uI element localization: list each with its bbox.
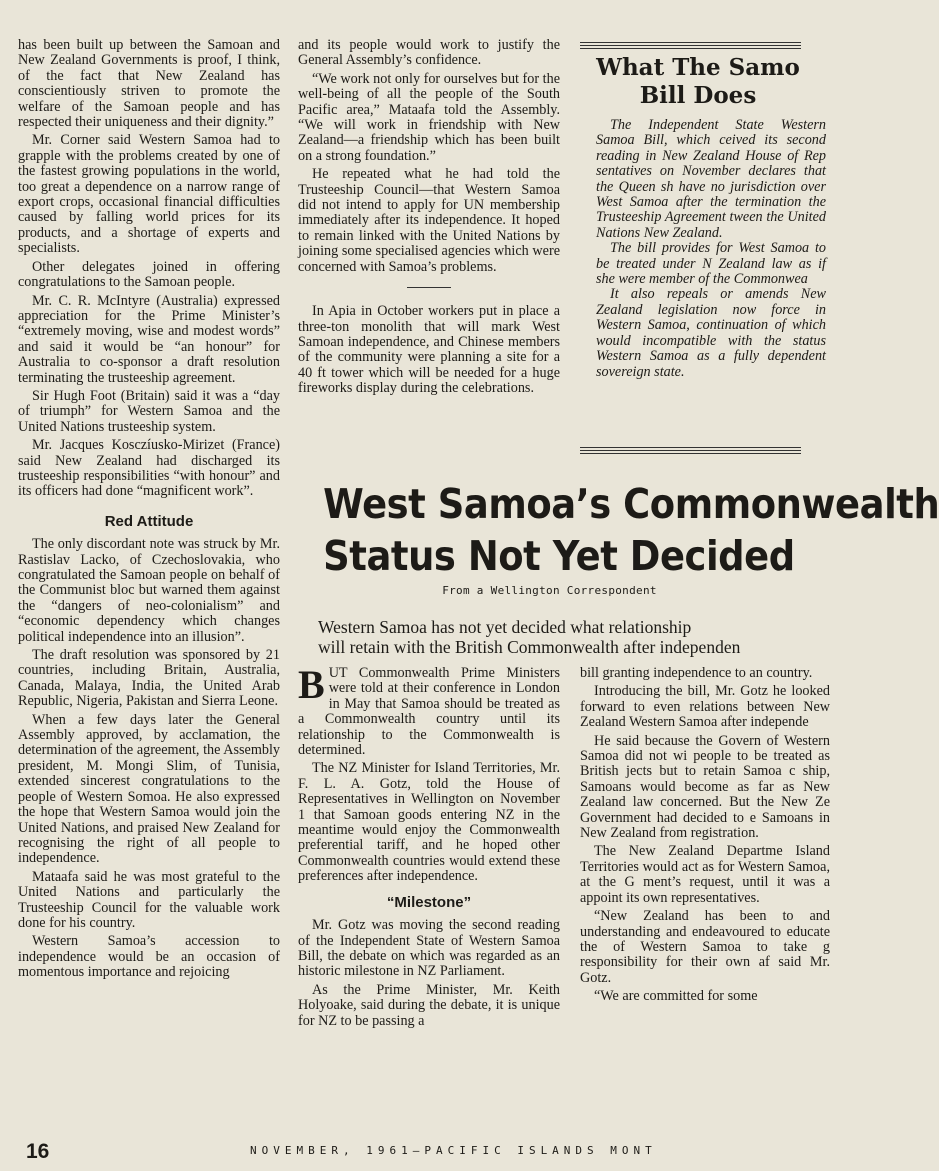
paragraph: When a few days later the General Assembly approved, by acclamation, the determination of the agreement, the Assembly president, M. Mongi Slim, of Tunisia, extended sincerest congratulations to the people of Western Somoa. He also expressed the hope that Western Samoa would join the United Nations, and praised New Zealand for recognising the right of all people to independence. <box>18 711 280 867</box>
article-column-3 <box>298 662 560 1032</box>
box-top-rules <box>580 42 801 51</box>
drop-cap: B <box>298 662 325 707</box>
article-column-4 <box>580 665 830 1008</box>
paragraph: He repeated what he had told the Trusteeship Council—that Western Samoa did not intend to apply for UN membership immediately after its independence. It hoped to remain linked with the United Nations by joining some specialised agencies which were concerned with Samoa’s problems. <box>298 166 560 275</box>
paragraph: The New Zealand Departme Island Territories would act as for Western Samoa, at the G ment’s request, until it was a appoint its own representatives. <box>580 843 830 906</box>
byline: From a Wellington Correspondent <box>442 584 657 597</box>
paragraph: He said because the Govern of Western Samoa did not wi people to be treated as British jects but to retain Samoa c ship, Samoans would become as far as New Zealand law concerned. But the New Ze Government had decided to e Samoans in New Zealand from registration. <box>580 732 830 842</box>
box-title: What The Samo Bill Does <box>596 54 800 109</box>
headline: West Samoa’s Commonwealth Status Not Yet Decided <box>323 480 939 580</box>
paragraph: In Apia in October workers put in place a three-ton monolith that will mark West Samoan independence, and Chinese members of the community were planning a site for a 40 ft tower which will be needed for a huge fireworks display during the celebrations. <box>298 303 560 397</box>
paragraph: Western Samoa’s accession to independence would be an occasion of momentous importance and rejoicing <box>18 933 280 981</box>
paragraph: The draft resolution was sponsored by 21 countries, including Britain, Australia, Canada, Malaya, India, the United Arab Republic, Nigeria, Pakistan and Sierra Leone. <box>18 647 280 710</box>
subheading-red-attitude: Red Attitude <box>104 512 194 530</box>
paragraph: Mataafa said he was most grateful to the United Nations and particularly the Trusteeship Council for the valuable work done for his country. <box>18 868 280 931</box>
lead-paragraph: BUT Commonwealth Prime Ministers were told at their conference in London in May that Samoa should be treated as a Commonwealth country until its relationship to the Commonwealth is determined. <box>298 662 560 759</box>
box-paragraph: The Independent State Western Samoa Bill, which ceived its second reading in New Zealand House of Rep sentatives on November declares that the Queen sh have no jurisdiction over West Samoa after the termination the Trusteeship Agreement tween the United Nations New Zealand. <box>596 117 826 241</box>
standfirst: Western Samoa has not yet decided what relationship will retain with the British Commonwealth after independen <box>318 617 741 657</box>
paragraph: has been built up between the Samoan and New Zealand Governments is proof, I think, of the fact that New Zealand has conscientiously striven to promote the welfare of the Samoan people and has respected their uniqueness and their dignity.” <box>18 37 280 131</box>
running-footer: NOVEMBER, 1961—PACIFIC ISLANDS MONT <box>250 1144 657 1157</box>
sidebar-box <box>584 54 826 380</box>
box-paragraph: The bill provides for West Samoa to be treated under N Zealand law as if she were member of the Commonwea <box>596 240 826 288</box>
paragraph: Mr. Gotz was moving the second reading of the Independent State of Western Samoa Bill, the debate on which was regarded as an historic milestone in NZ Parliament. <box>298 917 560 980</box>
paragraph: The NZ Minister for Island Territories, Mr. F. L. A. Gotz, told the House of Representatives in Wellington on November 1 that Samoan goods entering NZ in the meantime would enjoy the Commonwealth preferential tariff, and he hoped other Commonwealth countries would extend these preferences after independence. <box>298 760 560 885</box>
paragraph: Mr. Corner said Western Samoa had to grapple with the problems created by one of the fastest growing populations in the world, too great a dependence on a narrow range of export crops, occasional financial difficulties caused by falling world prices for its products, and a shortage of experts and specialists. <box>18 132 280 257</box>
paragraph: Mr. Jacques Kosczíusko-Mirizet (France) said New Zealand had discharged its trusteeship responsibilities “with honour” and its officers had done “magnificent work”. <box>18 437 280 500</box>
article-column-2 <box>298 38 560 400</box>
paragraph: bill granting independence to an country. <box>580 665 813 681</box>
paragraph: “We are committed for some <box>594 988 758 1005</box>
section-divider <box>407 287 451 288</box>
page-number: 16 <box>26 1140 50 1163</box>
box-paragraph: It also repeals or amends New Zealand legislation now force in Western Samoa, continuation of which would incompatible with the status Western Samoa as a fully dependent sovereign state. <box>596 286 826 380</box>
subheading-milestone: “Milestone” <box>386 893 472 911</box>
paragraph: As the Prime Minister, Mr. Keith Holyoake, said during the debate, it is unique for NZ to be passing a <box>298 981 560 1029</box>
paragraph: “We work not only for ourselves but for the well-being of all the people of the South Pacific area,” Mataafa told the Assembly. “We will work in friendship with New Zealand—a friendship which has been built on a strong foundation.” <box>298 70 560 164</box>
paragraph: and its people would work to justify the General Assembly’s confidence. <box>298 37 560 69</box>
paragraph: “New Zealand has been to and understanding and endeavoured to educate the of Western Samoa to take g responsibility for their own af said Mr. Gotz. <box>580 908 830 986</box>
paragraph: Other delegates joined in offering congratulations to the Samoan people. <box>18 258 280 291</box>
paragraph: Sir Hugh Foot (Britain) said it was a “day of triumph” for Western Samoa and the United Nations trusteeship system. <box>18 387 280 435</box>
paragraph: Introducing the bill, Mr. Gotz he looked forward to even relations between New Zealand Western Samoa after independe <box>580 683 830 731</box>
box-bottom-rules <box>580 447 801 456</box>
paragraph: Mr. C. R. McIntyre (Australia) expressed appreciation for the Prime Minister’s “extremely moving, wise and modest words” and said it would be “an honour” for Australia to co-sponsor a draft resolution terminating the trusteeship agreement. <box>18 292 280 386</box>
article-column-1 <box>18 38 280 984</box>
paragraph: The only discordant note was struck by Mr. Rastislav Lacko, of Czechoslovakia, who congratulated the Samoan people on behalf of the Communist bloc but warned them against the “dangers of neo-colonialism” and “economic dependency which changes political independence into an illusion”. <box>18 536 280 645</box>
